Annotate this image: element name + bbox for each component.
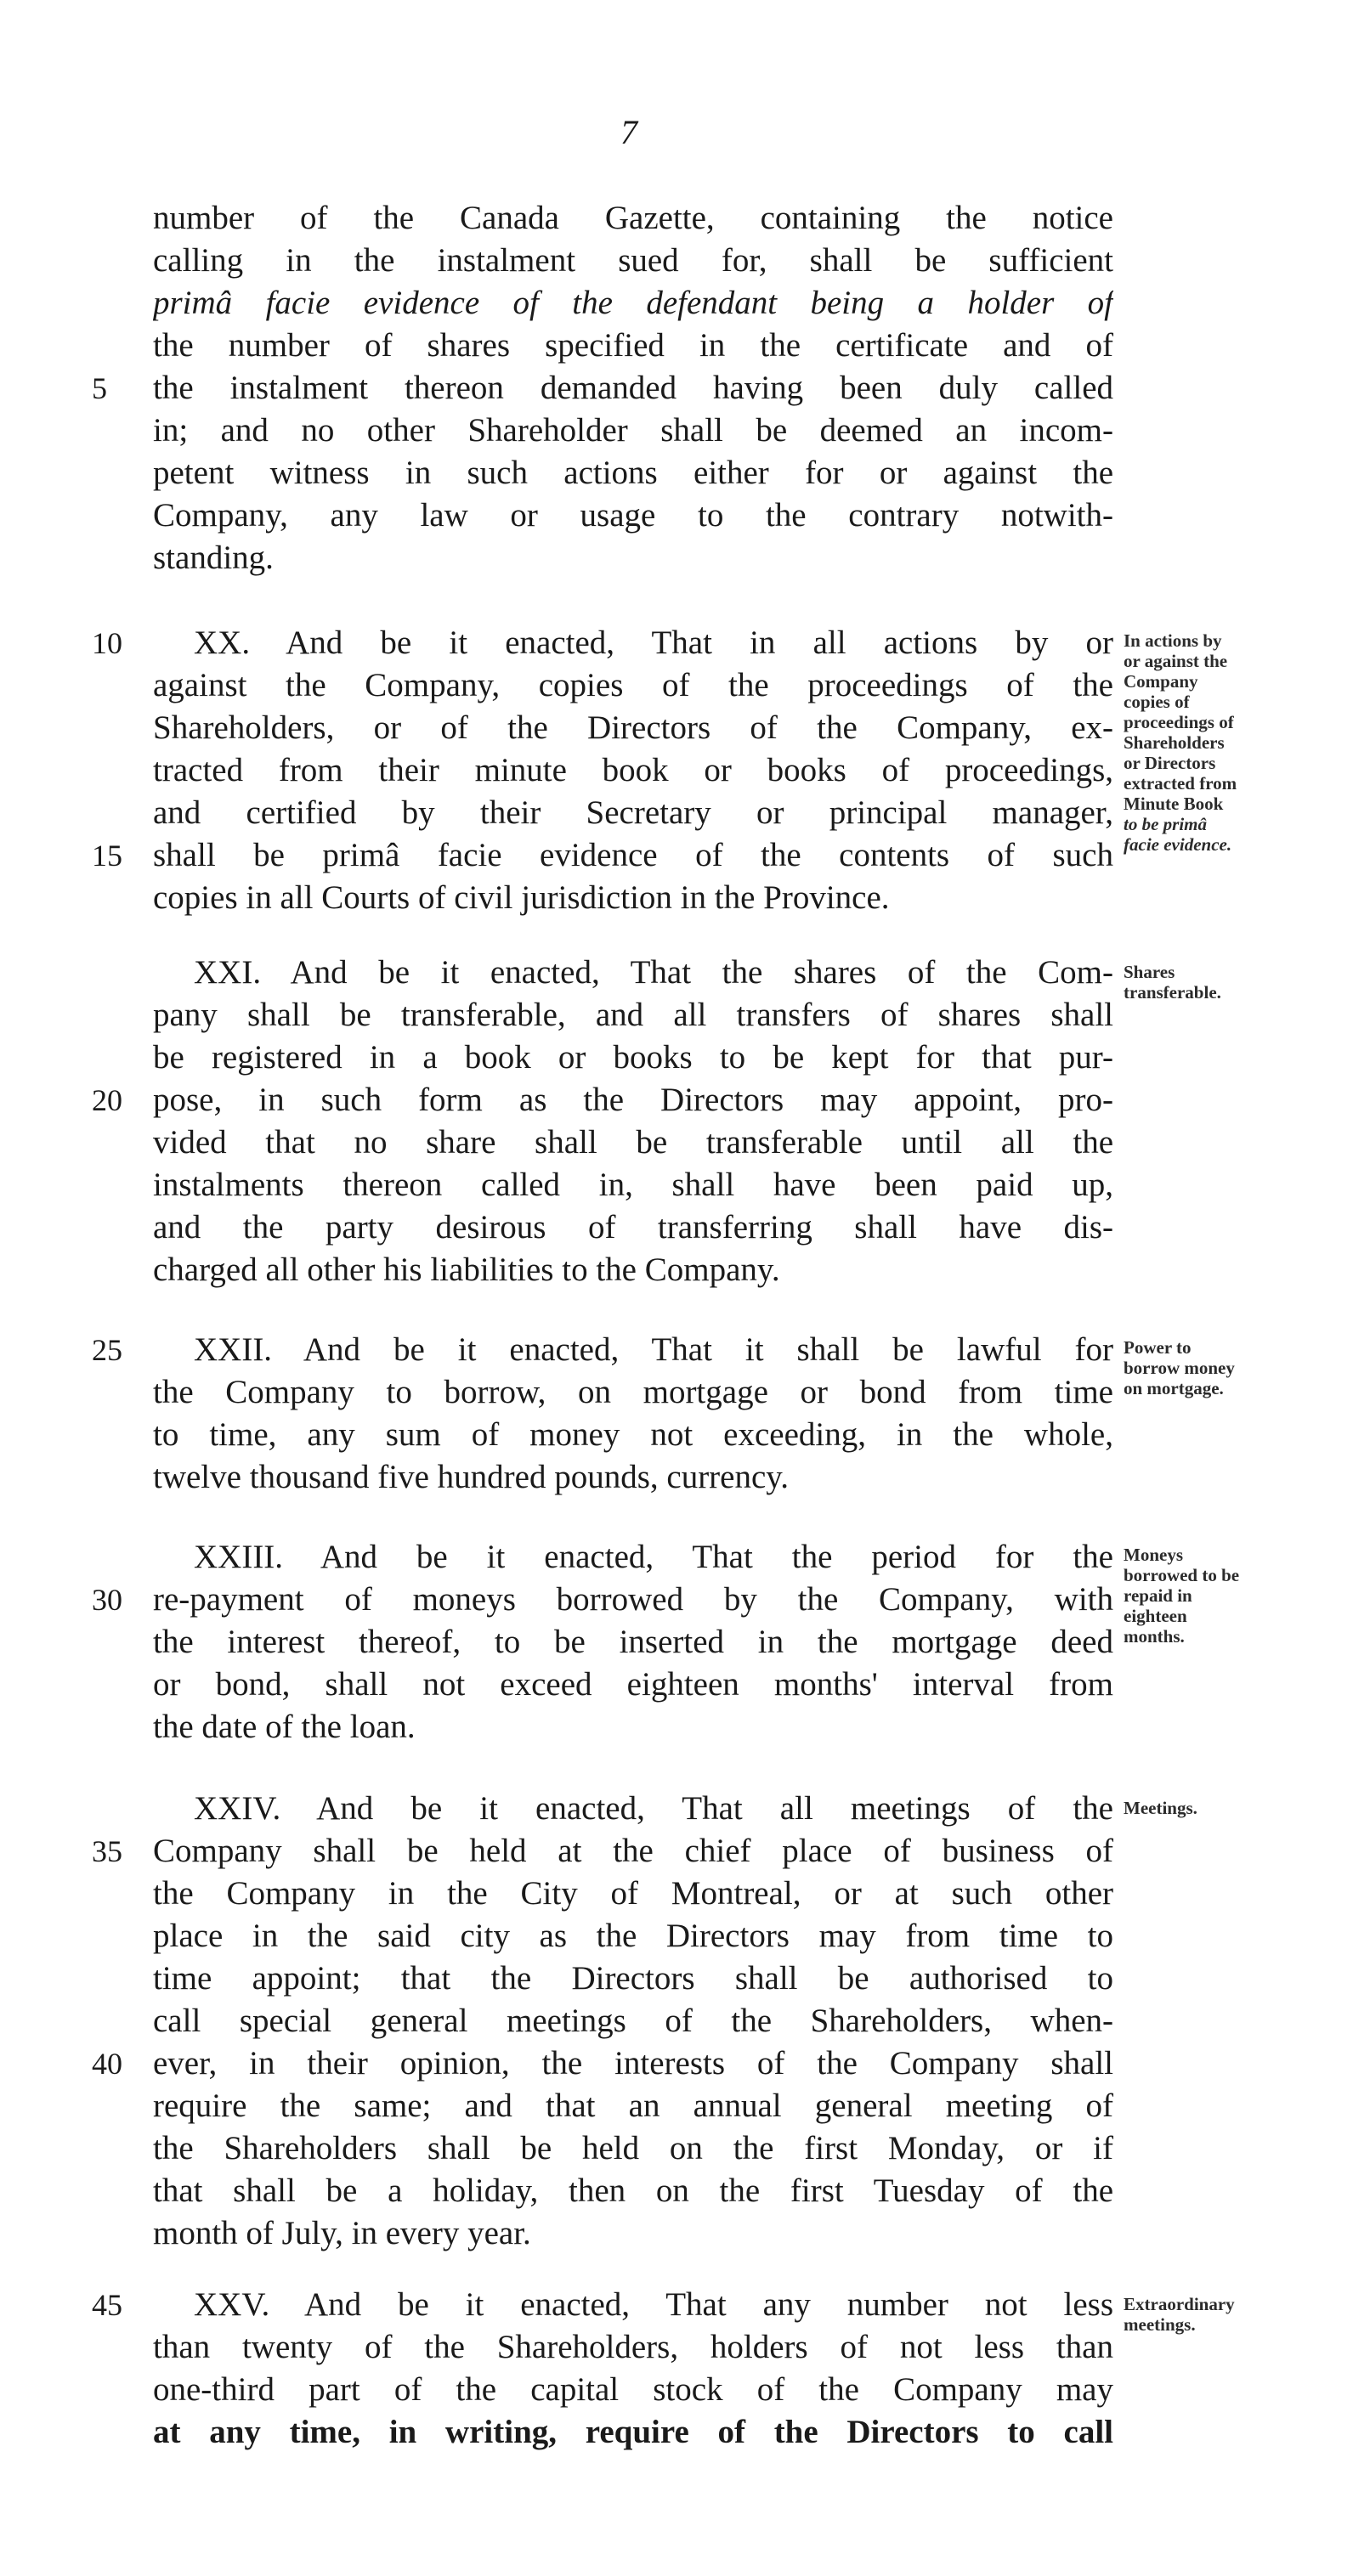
marginal-note-line: Company [1124,671,1198,692]
marginal-note [1124,2294,1353,2335]
section-xxiv [153,1788,1113,2255]
marginal-note-line: Power to [1124,1337,1192,1358]
text-line: the Shareholders shall be held on the first Monday, or if [153,2130,1113,2166]
line-number: 35 [92,1834,122,1868]
text-line: time appoint; that the Directors shall be authorised to [153,1960,1113,1997]
paragraph-continuation [153,197,1113,579]
text-line: XXIV. And be it enacted, That all meetings of the [194,1790,1113,1827]
marginal-note [1124,1545,1353,1647]
marginal-note-line: Extraordinary [1124,2294,1235,2314]
text-line: to time, any sum of money not exceeding, in the whole, [153,1416,1113,1453]
section-xxiii [153,1536,1113,1748]
text-line: Company shall be held at the chief place of business of [153,1833,1113,1869]
marginal-note-line: Moneys [1124,1545,1183,1565]
text-line: require the same; and that an annual general meeting of [153,2087,1113,2124]
text-line: primâ facie evidence of the defendant being a holder of [153,285,1113,321]
marginal-note-line: to be primâ [1124,814,1207,834]
marginal-note-line: In actions by [1124,630,1222,651]
text-line: petent witness in such actions either for or against the [153,455,1113,491]
text-line: instalments thereon called in, shall have been paid up, [153,1167,1113,1203]
text-line: pany shall be transferable, and all transfers of shares shall [153,997,1113,1033]
text-line: Shareholders, or of the Directors of the Company, ex- [153,709,1113,746]
text-line: vided that no share shall be transferable until all the [153,1124,1113,1161]
text-line: call special general meetings of the Shareholders, when- [153,2003,1113,2039]
text-line: XX. And be it enacted, That in all actions by or [194,624,1113,661]
marginal-note-line: transferable. [1124,982,1221,1003]
text-line: than twenty of the Shareholders, holders of not less than [153,2329,1113,2365]
text-line: number of the Canada Gazette, containing the notice [153,200,1113,236]
text-line: copies in all Courts of civil jurisdiction in the Province. [153,879,890,916]
text-line: Company, any law or usage to the contrary notwith- [153,497,1113,534]
text-line: the date of the loan. [153,1709,416,1745]
marginal-note-line: Meetings. [1124,1798,1197,1818]
text-line: that shall be a holiday, then on the first Tuesday of the [153,2172,1113,2209]
text-line: and certified by their Secretary or principal manager, [153,794,1113,831]
marginal-note-line: eighteen [1124,1606,1187,1626]
text-line: against the Company, copies of the proceedings of the [153,667,1113,703]
text-line: and the party desirous of transferring shall have dis- [153,1209,1113,1246]
text-line: shall be primâ facie evidence of the contents of such [153,837,1113,873]
text-line: XXI. And be it enacted, That the shares of the Com- [194,954,1113,991]
text-line: XXII. And be it enacted, That it shall be lawful for [194,1331,1113,1368]
marginal-note-line: meetings. [1124,2314,1196,2335]
text-line: ever, in their opinion, the interests of the Company shall [153,2045,1113,2082]
line-number: 40 [92,2047,122,2081]
marginal-note-line: or Directors [1124,753,1216,773]
marginal-note [1124,962,1353,1003]
text-line: the Company to borrow, on mortgage or bond from time [153,1374,1113,1410]
text-line: or bond, shall not exceed eighteen months' interval from [153,1666,1113,1703]
marginal-note-line: Shareholders [1124,732,1225,753]
marginal-note [1124,630,1353,855]
page-number: 7 [620,113,637,151]
marginal-note [1124,1798,1353,1818]
text-line: the number of shares specified in the certificate and of [153,327,1113,364]
section-xx [153,622,1113,919]
text-line: at any time, in writing, require of the Directors to call [153,2414,1113,2450]
marginal-note-line: copies of [1124,692,1190,712]
text-line: pose, in such form as the Directors may appoint, pro- [153,1082,1113,1118]
line-number: 45 [92,2288,122,2322]
line-number: 25 [92,1333,122,1367]
text-line: be registered in a book or books to be kept for that pur- [153,1039,1113,1076]
text-line: the instalment thereon demanded having been duly called [153,370,1113,406]
text-line: the interest thereof, to be inserted in the mortgage deed [153,1624,1113,1660]
section-xxv [153,2284,1113,2454]
text-line: tracted from their minute book or books of proceedings, [153,752,1113,788]
section-xxii [153,1329,1113,1499]
line-number: 30 [92,1583,122,1617]
text-line: twelve thousand five hundred pounds, currency. [153,1459,790,1495]
marginal-note-line: borrowed to be [1124,1565,1240,1585]
text-line: in; and no other Shareholder shall be deemed an incom- [153,412,1113,449]
marginal-note-line: months. [1124,1626,1185,1647]
marginal-note-line: facie evidence. [1124,834,1232,855]
line-number: 5 [92,371,107,405]
text-line: calling in the instalment sued for, shall be sufficient [153,242,1113,279]
marginal-note-line: or against the [1124,651,1228,671]
marginal-note-line: Minute Book [1124,794,1224,814]
text-line: the Company in the City of Montreal, or at such other [153,1875,1113,1912]
text-line: charged all other his liabilities to the Company. [153,1251,780,1288]
line-number: 15 [92,839,122,873]
text-line: re-payment of moneys borrowed by the Company, with [153,1581,1113,1618]
line-number: 10 [92,626,122,660]
marginal-note-line: Shares [1124,962,1175,982]
marginal-note [1124,1337,1353,1398]
text-line: one-third part of the capital stock of the Company may [153,2371,1113,2408]
line-number: 20 [92,1083,122,1117]
text-line: XXIII. And be it enacted, That the period for the [194,1539,1113,1575]
marginal-note-line: borrow money [1124,1358,1235,1378]
text-line: month of July, in every year. [153,2215,531,2251]
marginal-note-line: on mortgage. [1124,1378,1224,1398]
text-line: standing. [153,539,274,576]
marginal-note-line: extracted from [1124,773,1237,794]
section-xxi [153,952,1113,1291]
marginal-note-line: repaid in [1124,1585,1192,1606]
text-line: XXV. And be it enacted, That any number not less [194,2286,1113,2323]
marginal-note-line: proceedings of [1124,712,1234,732]
text-line: place in the said city as the Directors may from time to [153,1918,1113,1954]
